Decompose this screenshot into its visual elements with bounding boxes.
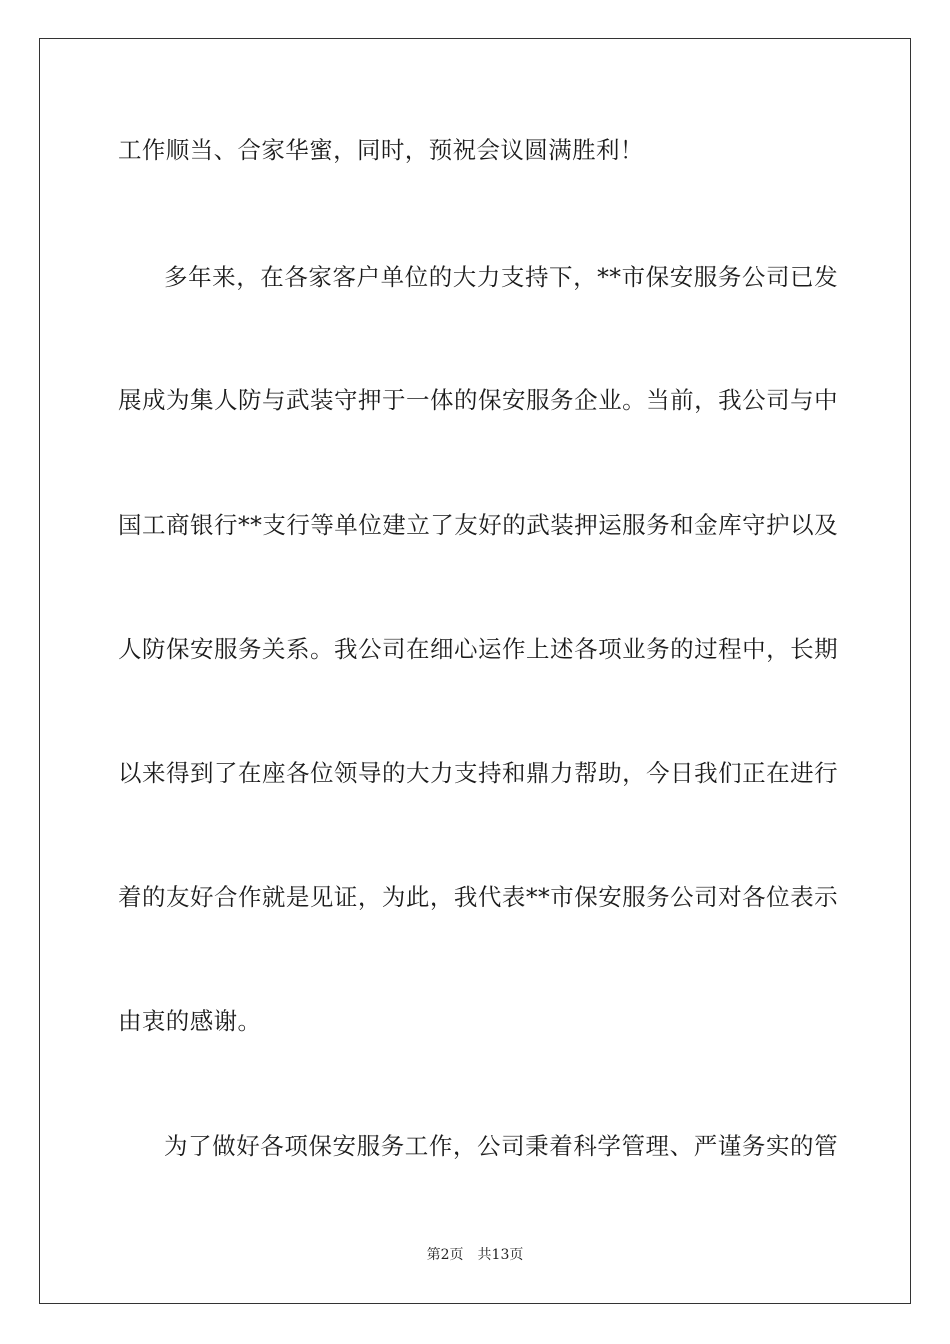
page-footer xyxy=(0,1246,950,1264)
page-border xyxy=(39,38,911,1304)
text-line: 人防保安服务关系。我公司在细心运作上述各项业务的过程中，长期 xyxy=(118,635,838,663)
text-line: 以来得到了在座各位领导的大力支持和鼎力帮助，今日我们正在进行 xyxy=(118,759,838,787)
text-line: 展成为集人防与武装守押于一体的保安服务企业。当前，我公司与中 xyxy=(118,386,838,414)
page-number: 第2页 xyxy=(426,1247,464,1263)
paragraph-first-line: 多年来，在各家客户单位的大力支持下，**市保安服务公司已发 xyxy=(164,263,838,291)
text-line: 国工商银行**支行等单位建立了友好的武装押运服务和金库守护以及 xyxy=(118,511,838,539)
page-total: 共13页 xyxy=(477,1247,524,1263)
text-line: 着的友好合作就是见证，为此，我代表**市保安服务公司对各位表示 xyxy=(118,883,838,911)
text-line: 工作顺当、合家华蜜，同时，预祝会议圆满胜利！ xyxy=(118,136,644,164)
text-line: 由衷的感谢。 xyxy=(118,1007,262,1035)
paragraph-first-line: 为了做好各项保安服务工作，公司秉着科学管理、严谨务实的管 xyxy=(164,1132,838,1160)
